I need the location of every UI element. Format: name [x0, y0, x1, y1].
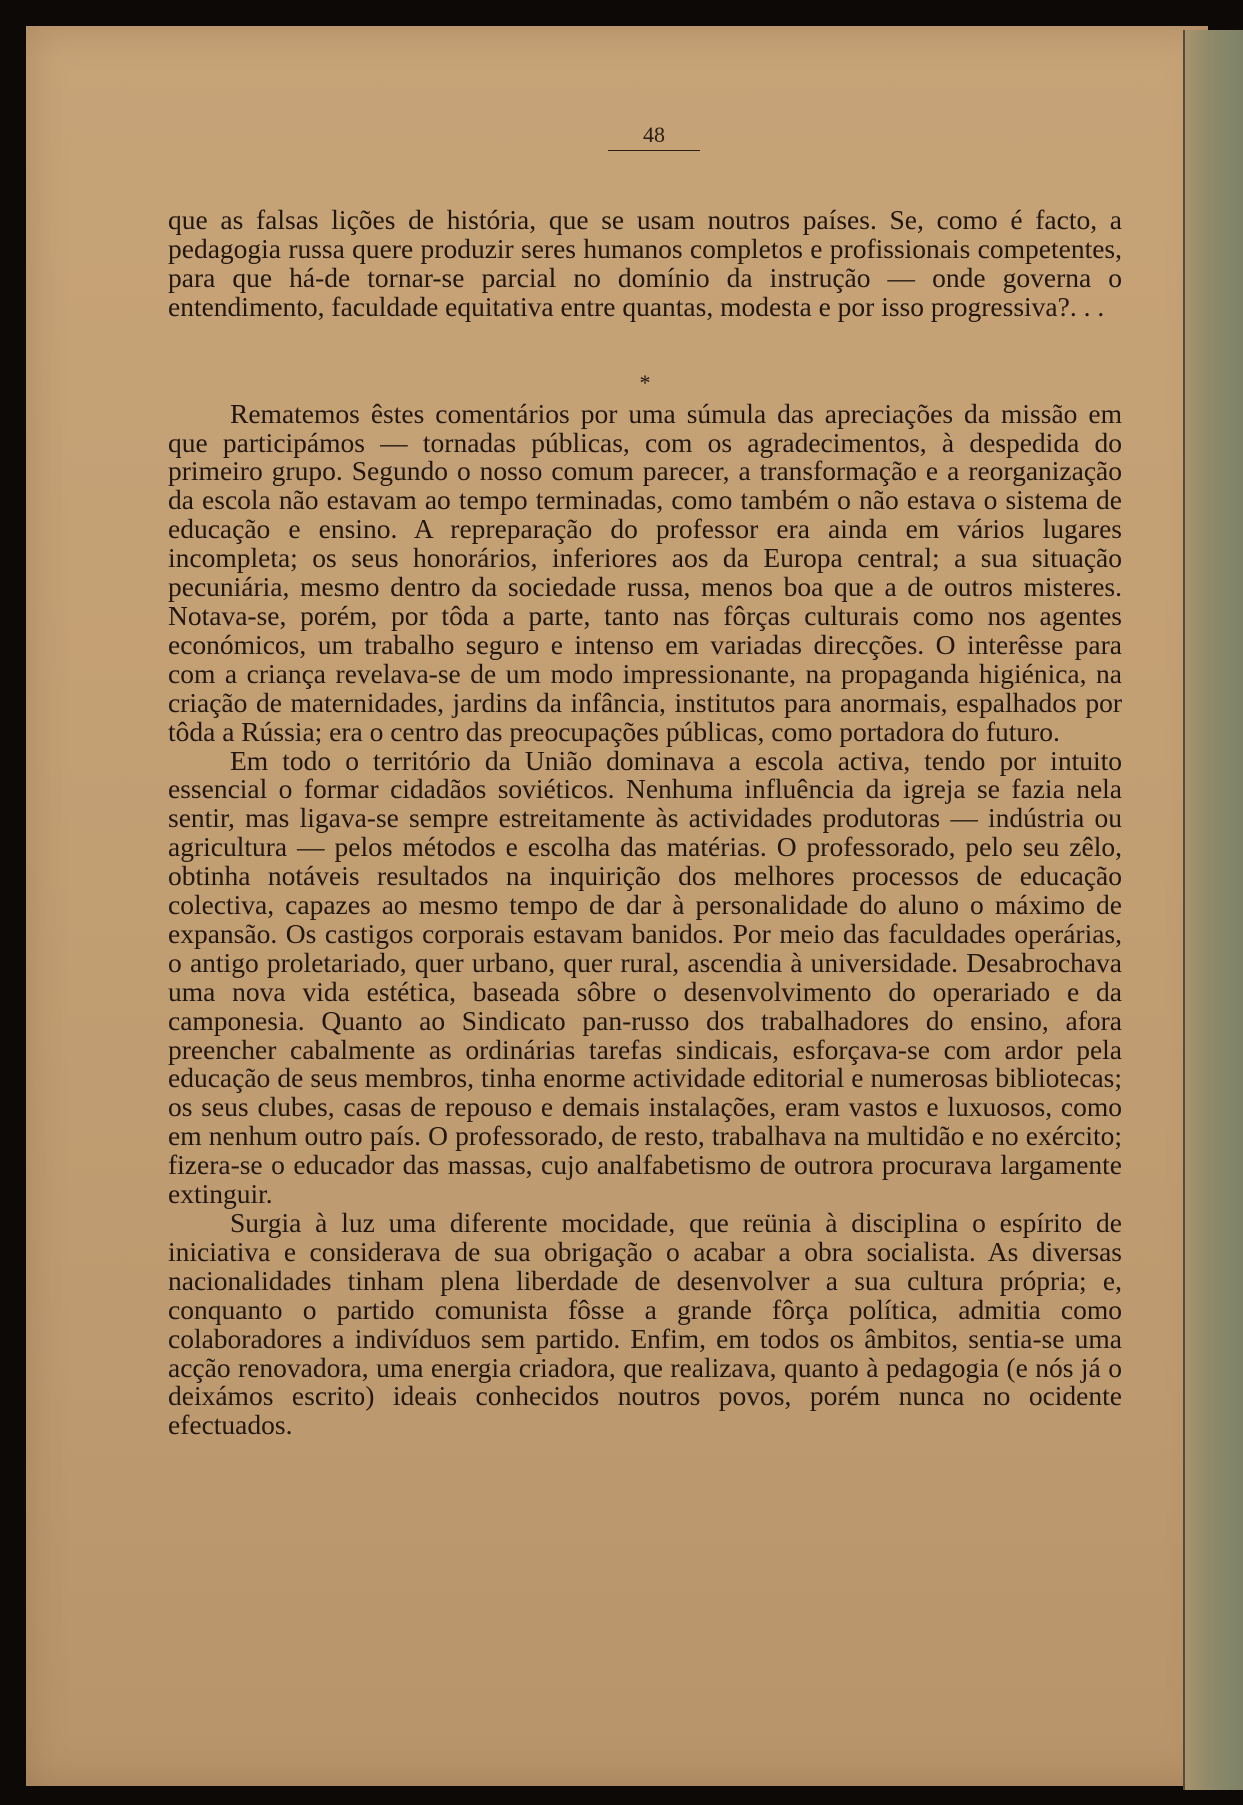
- paragraph-continued: que as falsas lições de história, que se usam noutros países. Se, como é facto, a pedagogia russa quere produzir seres humanos completos e profissionais competentes, para que há-de tornar-se parcial no domínio da instrução — onde governa o entendimento, faculdade equitativa entre quantas, modesta e por isso progressiva?. . .: [168, 204, 1122, 322]
- adjacent-page-edge: [1183, 30, 1243, 1790]
- paragraph: Surgia à luz uma diferente mocidade, que reünia à disciplina o espírito de iniciativa e considerava de sua obrigação o acabar a obra socialista. As diversas nacionalidades tinham plena liberdade de desenvolver a sua cultura própria; e, conquanto o partido comunista fôsse a grande fôrça política, admitia como colaboradores a indivíduos sem partido. Enfim, em todos os âmbitos, sentia-se uma acção renovadora, uma energia criadora, que realizava, quanto à pedagogia (e nós já o deixámos escrito) ideais conhecidos noutros povos, porém nunca no ocidente efectuados.: [168, 1207, 1122, 1441]
- page-number: 48: [608, 124, 700, 151]
- body-text: [168, 206, 1122, 1440]
- paragraph: Rematemos êstes comentários por uma súmula das apreciações da missão em que participámos — tornadas públicas, com os agradecimentos, à despedida do primeiro grupo. Segundo o nosso comum parecer, a transformação e a reorganização da escola não estavam ao tempo terminadas, como também o não estava o sistema de educação e ensino. A repreparação do professor era ainda em vários lugares incompleta; os seus honorários, inferiores aos da Europa central; a sua situação pecuniária, mesmo dentro da sociedade russa, menos boa que a de outros misteres. Notava-se, porém, por tôda a parte, tanto nas fôrças culturais como nos agentes económicos, um trabalho seguro e intenso em variadas direcções. O interêsse para com a criança revelava-se de um modo impressionante, na propaganda higiénica, na criação de maternidades, jardins da infância, institutos para anormais, espalhados por tôda a Rússia; era o centro das preocupações públicas, como portadora do futuro.: [168, 397, 1122, 747]
- section-separator: *: [639, 369, 651, 395]
- paragraph: Em todo o território da União dominava a escola activa, tendo por intuito essencial o formar cidadãos soviéticos. Nenhuma influência da igreja se fazia nela sentir, mas ligava-se sempre estreitamente às actividades produtoras — indústria ou agricultura — pelos métodos e escolha das matérias. O professorado, pelo seu zêlo, obtinha notáveis resultados na inquirição dos melhores processos de educação colectiva, capazes ao mesmo tempo de dar à personalidade do aluno o máximo de expansão. Os castigos corporais estavam banidos. Por meio das faculdades operárias, o antigo proletariado, quer urbano, quer rural, ascendia à universidade. Desabrochava uma nova vida estética, baseada sôbre o desenvolvimento do operariado e da camponesia. Quanto ao Sindicato pan-russo dos trabalhadores do ensino, afora preencher cabalmente as ordinárias tarefas sindicais, esforçava-se com ardor pela educação de seus membros, tinha enorme actividade editorial e numerosas bibliotecas; os seus clubes, casas de repouso e demais instalações, eram vastos e luxuosos, como em nenhum outro país. O professorado, de resto, trabalhava na multidão e no exército; fizera-se o educador das massas, cujo analfabetismo de outrora procurava largamente extinguir.: [168, 744, 1122, 1210]
